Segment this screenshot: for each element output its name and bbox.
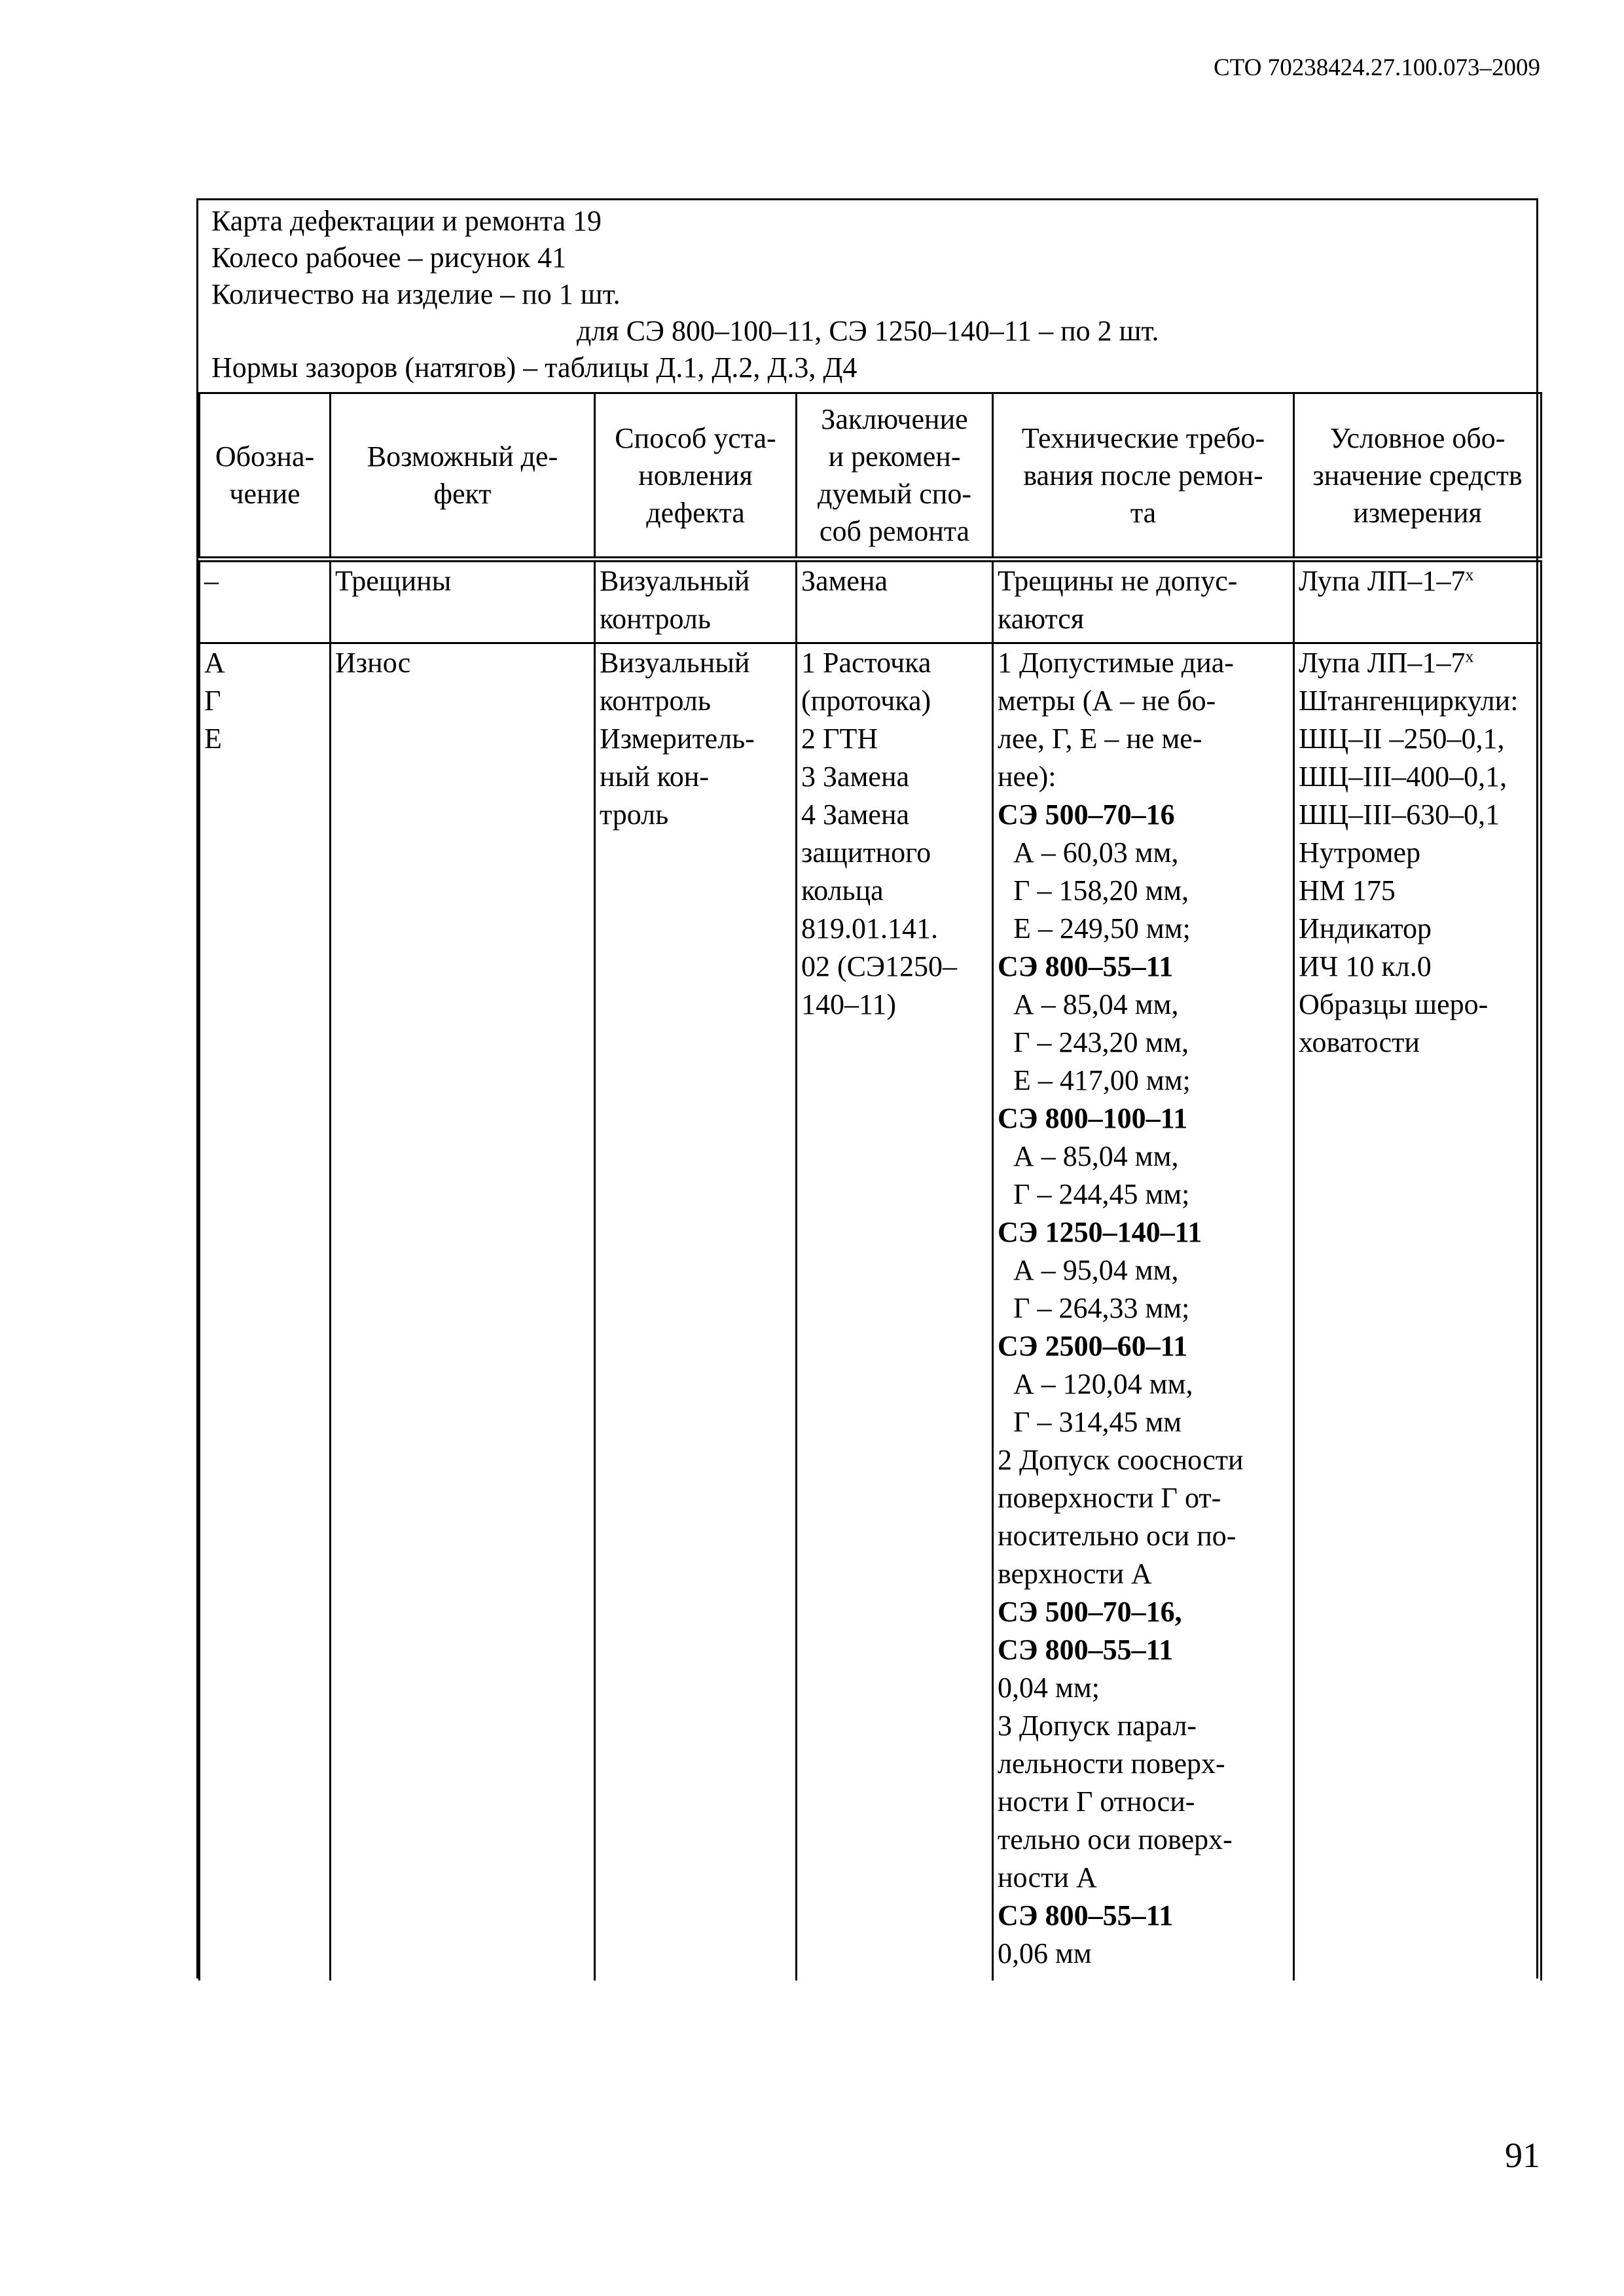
header-repair-method: Заключение и рекомен- дуемый спо- соб ремонта — [797, 393, 993, 560]
requirement-line: Е – 249,50 мм; — [1013, 912, 1191, 944]
requirement-line: лее, Г, Е – не ме- — [998, 723, 1202, 755]
requirement-line: поверхности Г от- — [998, 1482, 1221, 1514]
row2-defect: Износ — [331, 643, 595, 1981]
row2-tools — [1294, 643, 1542, 1981]
requirement-line: нее): — [998, 761, 1056, 793]
header-designation: Обозна- чение — [200, 393, 331, 560]
tool-line: ховатости — [1299, 1026, 1420, 1058]
requirement-line: Г – 314,45 мм — [1013, 1406, 1182, 1438]
tool-line: ШЦ–III–400–0,1, — [1299, 761, 1507, 793]
tool-line: Индикатор — [1299, 912, 1432, 944]
requirement-line: СЭ 500–70–16, — [998, 1596, 1182, 1628]
requirement-line: А – 95,04 мм, — [1013, 1254, 1179, 1286]
header-defect: Возможный де- фект — [331, 393, 595, 560]
row2-designation: А Г Е — [200, 643, 331, 1981]
card-title: Карта дефектации и ремонта 19 — [211, 205, 602, 237]
requirement-line: А – 60,03 мм, — [1013, 836, 1179, 869]
requirement-line: А – 85,04 мм, — [1013, 988, 1179, 1020]
card-norms: Нормы зазоров (натягов) – таблицы Д.1, Д.2, Д.3, Д4 — [211, 351, 857, 384]
requirement-line: СЭ 2500–60–11 — [998, 1330, 1188, 1362]
row1-defect: Трещины — [331, 560, 595, 643]
requirement-line: ности А — [998, 1861, 1097, 1893]
requirement-line: Г – 158,20 мм, — [1013, 874, 1189, 906]
requirement-line: СЭ 500–70–16 — [998, 798, 1175, 831]
row2-requirements — [993, 643, 1294, 1981]
header-requirements: Технические требо- вания после ремон- та — [993, 393, 1294, 560]
requirement-line: Г – 264,33 мм; — [1013, 1292, 1190, 1324]
requirement-line: лельности поверх- — [998, 1748, 1225, 1780]
requirement-line: 3 Допуск парал- — [998, 1710, 1197, 1742]
card-quantity: Количество на изделие – по 1 шт. — [211, 278, 621, 310]
requirement-line: тельно оси поверх- — [998, 1823, 1233, 1856]
table-header-row — [200, 393, 1542, 560]
requirement-line: А – 85,04 мм, — [1013, 1140, 1179, 1172]
requirement-line: 2 Допуск соосности — [998, 1444, 1244, 1476]
table-row — [200, 643, 1542, 1981]
row1-repair: Замена — [797, 560, 993, 643]
row1-method: Визуальный контроль — [595, 560, 797, 643]
card-header — [198, 200, 1536, 386]
requirement-line: СЭ 800–55–11 — [998, 950, 1174, 982]
requirement-line: СЭ 800–100–11 — [998, 1102, 1188, 1134]
requirement-line: ности Г относи- — [998, 1785, 1195, 1818]
requirement-line: А – 120,04 мм, — [1013, 1368, 1193, 1400]
requirement-line: 0,04 мм; — [998, 1672, 1100, 1704]
requirement-line: 1 Допустимые диа- — [998, 647, 1234, 679]
row1-tool: Лупа $ЛП-1-7^х$ — [1294, 560, 1542, 643]
row1-requirements: Трещины не допус- каются — [993, 560, 1294, 643]
header-measuring-tools: Условное обо- значение средств измерения — [1294, 393, 1542, 560]
row2-method: Визуальный контроль Измеритель- ный кон- троль — [595, 643, 797, 1981]
tool-line: Штангенциркули: — [1299, 685, 1519, 717]
requirement-line: носительно оси по- — [998, 1520, 1236, 1552]
tool-line: НМ 175 — [1299, 874, 1396, 906]
defect-table — [198, 392, 1542, 1981]
row2-repair: 1 Расточка (проточка) 2 ГТН 3 Замена 4 Замена защитного кольца 819.01.141. 02 (СЭ1250– 140–11) — [797, 643, 993, 1981]
requirement-line: Г – 244,45 мм; — [1013, 1178, 1190, 1210]
card-part: Колесо рабочее – рисунок 41 — [211, 242, 567, 274]
tool-line: Нутромер — [1299, 836, 1421, 869]
requirement-line: СЭ 1250–140–11 — [998, 1216, 1202, 1248]
requirement-line: Г – 243,20 мм, — [1013, 1026, 1189, 1058]
document-code: СТО 70238424.27.100.073–2009 — [1213, 54, 1540, 81]
row1-designation: – — [200, 560, 331, 643]
tool-line: ШЦ–III–630–0,1 — [1299, 798, 1500, 831]
tool-line: ШЦ–II –250–0,1, — [1299, 723, 1505, 755]
header-detection-method: Способ уста- новления дефекта — [595, 393, 797, 560]
page-number: 91 — [1505, 2136, 1540, 2175]
tool-line: Образцы шеро- — [1299, 988, 1489, 1020]
requirement-line: Е – 417,00 мм; — [1013, 1064, 1191, 1096]
defect-card — [196, 198, 1538, 1979]
requirement-line: верхности А — [998, 1558, 1152, 1590]
requirement-line: 0,06 мм — [998, 1937, 1092, 1969]
requirement-line: СЭ 800–55–11 — [998, 1634, 1174, 1666]
card-quantity-note: для СЭ 800–100–11, СЭ 1250–140–11 – по 2 шт. — [577, 315, 1159, 347]
tool-line: ИЧ 10 кл.0 — [1299, 950, 1432, 982]
tool-line: Лупа $ЛП-1-7^х$ — [1299, 647, 1474, 679]
requirement-line: СЭ 800–55–11 — [998, 1899, 1174, 1931]
requirement-line: метры (А – не бо- — [998, 685, 1216, 717]
table-row — [200, 560, 1542, 643]
